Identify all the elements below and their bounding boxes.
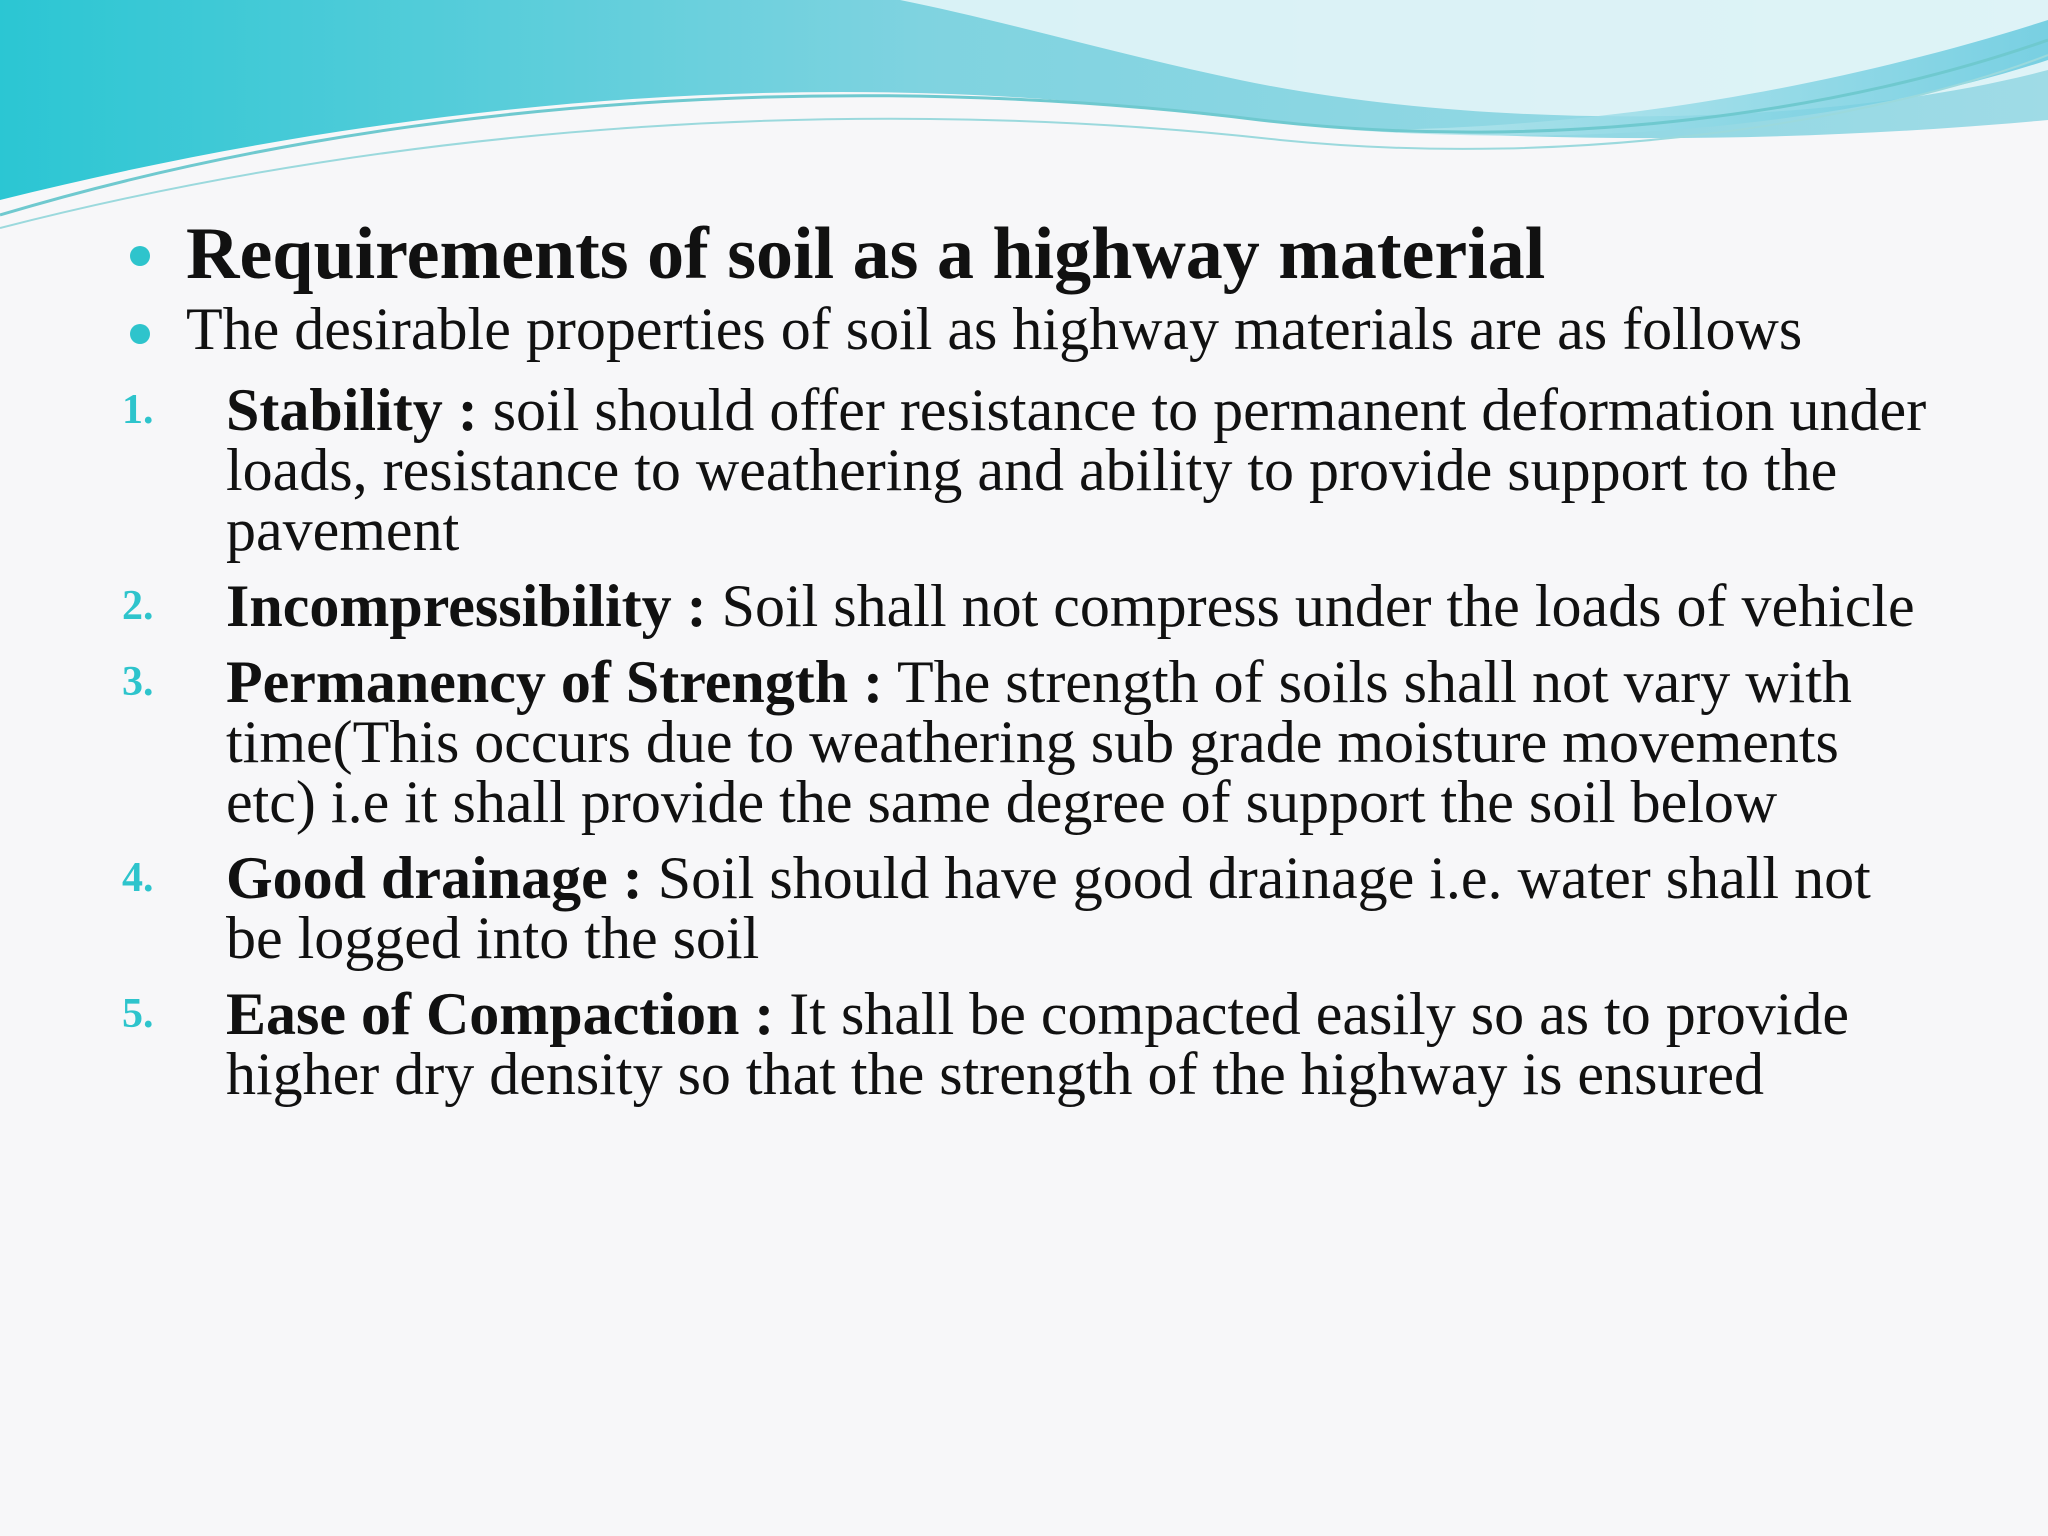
item-term: Ease of Compaction : <box>226 981 775 1047</box>
slide-content <box>120 212 1940 1120</box>
item-description: The strength of soils shall not vary with time(This occurs due to weathering sub grade moisture movements etc) i.e it shall provide the same degree of support the soil below <box>226 649 1852 835</box>
item-term: Permanency of Strength : <box>226 649 884 715</box>
intro-bullet <box>120 296 1940 362</box>
requirements-list <box>120 377 1940 1107</box>
item-number: 5. <box>122 991 154 1037</box>
bullet-dot <box>130 324 150 344</box>
item-term: Stability : <box>226 377 478 443</box>
item-term: Good drainage : <box>226 845 643 911</box>
intro-text: The desirable properties of soil as highway materials are as follows <box>186 296 1803 362</box>
slide-heading-text: Requirements of soil as a highway material <box>186 213 1546 295</box>
item-number: 2. <box>122 583 154 629</box>
list-item <box>120 981 1940 1107</box>
item-number: 3. <box>122 659 154 705</box>
bullet-dot <box>130 246 150 266</box>
header-wave-decoration <box>0 0 2048 240</box>
item-description: Soil shall not compress under the loads of vehicle <box>706 573 1915 639</box>
slide-heading <box>120 212 1940 296</box>
item-number: 1. <box>122 387 154 433</box>
list-item <box>120 377 1940 563</box>
item-description: Soil should have good drainage i.e. water shall not be logged into the soil <box>226 845 1871 971</box>
item-number: 4. <box>122 855 154 901</box>
item-description: It shall be compacted easily so as to provide higher dry density so that the strength of the highway is ensured <box>226 981 1849 1107</box>
list-item <box>120 845 1940 971</box>
list-item <box>120 649 1940 835</box>
list-item <box>120 573 1940 639</box>
item-description: soil should offer resistance to permanent deformation under loads, resistance to weathering and ability to provide support to the pavement <box>226 377 1927 563</box>
item-term: Incompressibility : <box>226 573 707 639</box>
